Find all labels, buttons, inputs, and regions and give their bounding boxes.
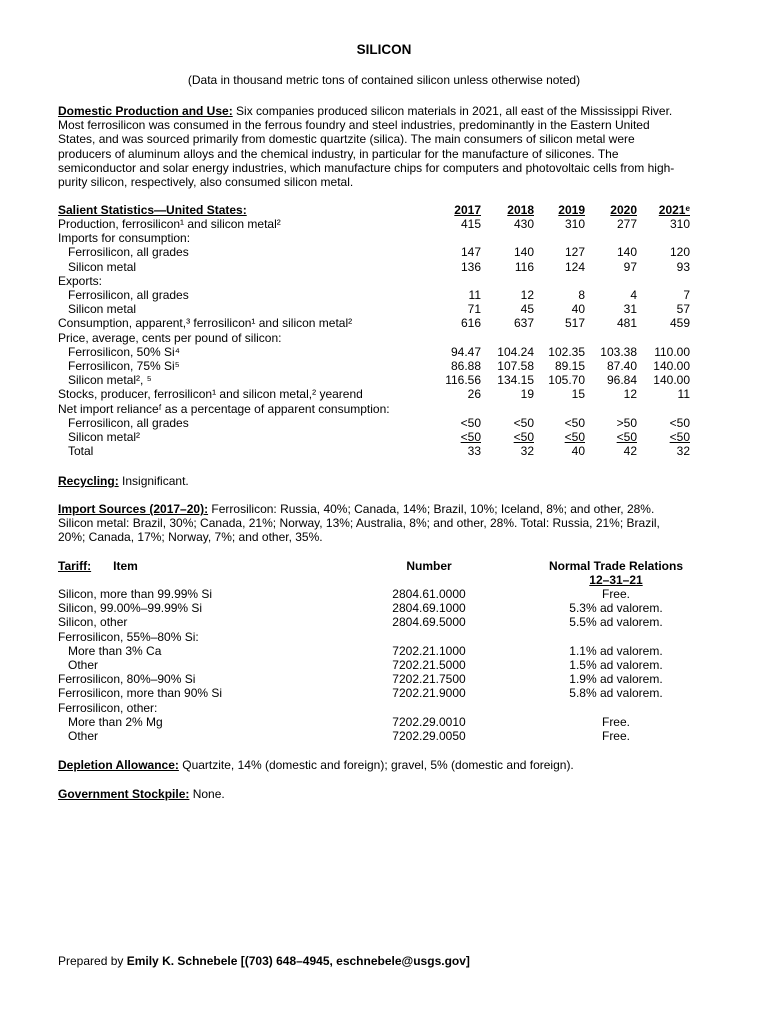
tariff-rate: 5.5% ad valorem. — [569, 615, 663, 630]
salient-row — [58, 359, 698, 373]
tariff-item: More than 2% Mg — [68, 714, 163, 729]
tariff-number: 7202.21.1000 — [392, 643, 466, 658]
salient-cell: 93 — [676, 259, 690, 274]
salient-cell: 8 — [578, 288, 585, 302]
tariff-item: More than 3% Ca — [68, 643, 162, 658]
salient-cell: 86.88 — [450, 359, 481, 373]
salient-row-label: Production, ferrosilicon¹ and silicon metal² — [58, 217, 281, 231]
salient-row — [58, 217, 698, 231]
tariff-item: Ferrosilicon, more than 90% Si — [58, 686, 223, 701]
tariff-row — [58, 615, 698, 629]
year-header: 2019 — [558, 203, 585, 217]
salient-cell: 136 — [460, 259, 481, 274]
import-sources-line: Silicon metal: Brazil, 30%; Canada, 21%; Norway, 13%; Australia, 8%; and other, 28%. Total: Russia, 21%; Brazil, — [58, 516, 660, 531]
year-header: 2017 — [454, 203, 481, 217]
salient-cell: 517 — [564, 316, 585, 331]
tariff-number: 7202.21.9000 — [392, 686, 466, 701]
tariff-item: Silicon, more than 99.99% Si — [58, 587, 213, 601]
footer-author: Emily K. Schnebele [(703) 648–4945, eschnebele@usgs.gov] — [126, 954, 470, 968]
salient-row-label: Stocks, producer, ferrosilicon¹ and silicon metal,² yearend — [58, 387, 363, 402]
salient-cell: 127 — [564, 245, 585, 260]
tariff-row — [58, 701, 698, 715]
domestic-line: producers of aluminum alloys and the chemical industry, in particular for the manufacture of silicones. The — [58, 146, 619, 161]
salient-row-label: Net import relianceᶠ as a percentage of apparent consumption: — [58, 401, 390, 416]
salient-row-label: Silicon metal², ⁵ — [68, 373, 152, 388]
salient-row — [58, 373, 698, 387]
import-sources-section — [58, 502, 708, 545]
tariff-row — [58, 672, 698, 686]
salient-header-row — [58, 203, 698, 217]
year-header: 2020 — [610, 203, 637, 217]
salient-row — [58, 416, 698, 430]
domestic-heading: Domestic Production and Use: — [58, 104, 233, 118]
salient-row-label: Total — [68, 444, 94, 459]
tariff-rate: 1.9% ad valorem. — [569, 672, 663, 687]
import-sources-heading: Import Sources (2017–20): — [58, 502, 209, 516]
tariff-number: 7202.29.0010 — [392, 714, 466, 729]
salient-row — [58, 274, 698, 288]
salient-cell: 616 — [460, 316, 481, 331]
tariff-rate: 1.1% ad valorem. — [569, 643, 663, 658]
tariff-rate: Free. — [601, 714, 630, 729]
salient-cell: 134.15 — [497, 373, 534, 388]
tariff-col-ntr-date: 12–31–21 — [589, 573, 643, 587]
salient-cell: <50 — [460, 430, 481, 444]
salient-cell: 105.70 — [548, 373, 585, 388]
salient-cell: 94.47 — [450, 344, 481, 359]
recycling-heading: Recycling: — [58, 474, 119, 488]
domestic-line: Six companies produced silicon materials in 2021, all east of the Mississippi River. — [236, 104, 673, 118]
salient-cell: 19 — [520, 387, 534, 402]
domestic-line: States, and was sourced primarily from domestic quartzite (silica). The main consumers of silicon metal were — [58, 132, 635, 147]
tariff-item: Silicon, 99.00%–99.99% Si — [58, 601, 203, 616]
salient-cell: 103.38 — [600, 344, 637, 359]
salient-cell: 415 — [460, 217, 481, 231]
salient-cell: 97 — [623, 259, 637, 274]
salient-row — [58, 316, 698, 330]
tariff-heading: Tariff: — [58, 559, 92, 573]
tariff-number: 7202.29.0050 — [392, 729, 466, 743]
salient-cell: <50 — [513, 430, 534, 444]
tariff-number: 7202.21.7500 — [392, 672, 466, 687]
salient-cell: 104.24 — [497, 344, 534, 359]
stockpile-section — [58, 787, 708, 801]
depletion-section — [58, 758, 708, 772]
salient-cell: 11 — [677, 387, 690, 402]
tariff-item: Ferrosilicon, other: — [58, 700, 158, 715]
salient-cell: 140.00 — [653, 359, 690, 373]
salient-cell: >50 — [616, 415, 637, 430]
salient-cell: 31 — [623, 302, 637, 317]
salient-row-label: Silicon metal² — [68, 430, 141, 444]
salient-cell: 430 — [513, 217, 534, 231]
tariff-col-number: Number — [406, 559, 452, 573]
salient-cell: 140.00 — [653, 373, 690, 388]
salient-cell: 310 — [669, 217, 690, 231]
depletion-text: Quartzite, 14% (domestic and foreign); gravel, 5% (domestic and foreign). — [182, 758, 574, 772]
salient-cell: 32 — [676, 444, 690, 459]
salient-cell: <50 — [564, 430, 585, 444]
prepared-by-footer — [58, 954, 708, 968]
salient-row-label: Ferrosilicon, all grades — [68, 245, 189, 260]
salient-cell: <50 — [460, 415, 481, 430]
tariff-number: 7202.21.5000 — [392, 658, 466, 672]
tariff-number: 2804.69.5000 — [392, 615, 466, 630]
salient-cell: 40 — [571, 302, 585, 317]
domestic-line: Most ferrosilicon was consumed in the ferrous foundry and steel industries, predominantly in the Eastern United — [58, 118, 650, 133]
page-title: SILICON — [356, 42, 412, 57]
salient-cell: 124 — [564, 259, 585, 274]
tariff-rate: Free. — [601, 729, 630, 743]
salient-cell: 310 — [564, 217, 585, 231]
salient-cell: 15 — [571, 387, 585, 402]
salient-cell: 140 — [513, 245, 534, 260]
salient-cell: <50 — [513, 415, 534, 430]
salient-row — [58, 260, 698, 274]
salient-cell: 116 — [514, 259, 534, 274]
salient-cell: 481 — [616, 316, 637, 331]
tariff-rate: 1.5% ad valorem. — [569, 658, 663, 672]
tariff-item: Ferrosilicon, 80%–90% Si — [58, 672, 196, 687]
tariff-row — [58, 601, 698, 615]
salient-cell: 12 — [520, 288, 534, 302]
tariff-header-row — [58, 559, 698, 573]
salient-cell: 89.15 — [554, 359, 585, 373]
salient-row — [58, 302, 698, 316]
salient-cell: 32 — [520, 444, 534, 459]
salient-row — [58, 444, 698, 458]
tariff-item: Silicon, other — [58, 615, 128, 630]
salient-cell: 277 — [616, 217, 637, 231]
salient-cell: 40 — [571, 444, 585, 459]
salient-heading: Salient Statistics—United States: — [58, 203, 247, 217]
salient-row-label: Ferrosilicon, 50% Si⁴ — [68, 344, 180, 359]
tariff-row — [58, 715, 698, 729]
salient-row-label: Ferrosilicon, all grades — [68, 415, 189, 430]
tariff-rate: 5.3% ad valorem. — [569, 601, 663, 616]
salient-row — [58, 245, 698, 259]
tariff-row — [58, 630, 698, 644]
import-sources-line: Ferrosilicon: Russia, 40%; Canada, 14%; Brazil, 10%; Iceland, 8%; and other, 28%. — [211, 502, 655, 516]
footer-prefix: Prepared by — [58, 954, 124, 968]
salient-row — [58, 331, 698, 345]
import-sources-line: 20%; Canada, 17%; Norway, 7%; and other, 35%. — [58, 530, 323, 545]
salient-row-label: Imports for consumption: — [58, 231, 191, 246]
tariff-row — [58, 644, 698, 658]
tariff-row — [58, 686, 698, 700]
salient-cell: 87.40 — [606, 359, 637, 373]
tariff-number: 2804.61.0000 — [392, 587, 466, 601]
stockpile-text: None. — [192, 787, 225, 801]
salient-row-label: Silicon metal — [68, 302, 137, 317]
tariff-row — [58, 587, 698, 601]
salient-cell: 140 — [616, 245, 637, 260]
salient-row — [58, 387, 698, 401]
salient-row — [58, 402, 698, 416]
tariff-item: Other — [68, 729, 99, 743]
salient-cell: 12 — [623, 387, 637, 402]
salient-cell: 71 — [467, 302, 481, 317]
domestic-line: semiconductor and solar energy industries, which manufacture chips for computers and photovoltaic cells from high- — [58, 160, 675, 175]
salient-cell: 120 — [669, 245, 690, 260]
salient-cell: 33 — [467, 444, 481, 459]
stockpile-heading: Government Stockpile: — [58, 787, 190, 801]
tariff-number: 2804.69.1000 — [392, 601, 466, 616]
recycling-section — [58, 474, 708, 488]
salient-cell: 26 — [467, 387, 481, 402]
salient-cell: 42 — [623, 444, 637, 459]
salient-row-label: Price, average, cents per pound of silicon: — [58, 330, 282, 345]
salient-row-label: Ferrosilicon, 75% Si⁵ — [68, 359, 180, 373]
salient-cell: 147 — [460, 245, 481, 260]
tariff-rate: Free. — [601, 587, 630, 601]
domestic-production-section — [58, 104, 708, 189]
salient-row-label: Exports: — [58, 273, 103, 288]
salient-row-label: Silicon metal — [68, 259, 137, 274]
page-subtitle: (Data in thousand metric tons of contained silicon unless otherwise noted) — [187, 73, 581, 87]
salient-cell: 459 — [669, 316, 690, 331]
tariff-row — [58, 658, 698, 672]
tariff-col-ntr: Normal Trade Relations — [548, 559, 684, 573]
salient-row-label: Consumption, apparent,³ ferrosilicon¹ and silicon metal² — [58, 316, 353, 331]
salient-cell: 102.35 — [548, 344, 585, 359]
salient-row — [58, 430, 698, 444]
tariff-rate: 5.8% ad valorem. — [569, 686, 663, 701]
salient-cell: <50 — [669, 415, 690, 430]
salient-cell: 57 — [676, 302, 690, 317]
salient-cell: 11 — [468, 288, 481, 302]
recycling-text: Insignificant. — [122, 474, 189, 488]
depletion-heading: Depletion Allowance: — [58, 758, 179, 772]
salient-cell: 637 — [513, 316, 534, 331]
salient-cell: <50 — [564, 415, 585, 430]
tariff-header-row-2 — [58, 573, 698, 587]
tariff-row — [58, 729, 698, 743]
tariff-item: Ferrosilicon, 55%–80% Si: — [58, 629, 199, 644]
year-header: 2018 — [507, 203, 534, 217]
salient-cell: 116.56 — [445, 373, 481, 388]
salient-cell: 96.84 — [606, 373, 637, 388]
salient-row — [58, 231, 698, 245]
salient-cell: 107.58 — [497, 359, 534, 373]
salient-row — [58, 345, 698, 359]
salient-cell: 4 — [630, 288, 637, 302]
salient-cell: 7 — [683, 288, 690, 302]
tariff-item: Other — [68, 658, 99, 672]
tariff-col-item: Item — [113, 559, 138, 573]
salient-cell: 45 — [520, 302, 534, 317]
salient-cell: <50 — [669, 430, 690, 444]
salient-row — [58, 288, 698, 302]
salient-cell: 110.00 — [654, 344, 690, 359]
domestic-line: purity silicon, respectively, also consumed silicon metal. — [58, 175, 354, 190]
salient-row-label: Ferrosilicon, all grades — [68, 288, 189, 302]
salient-cell: <50 — [616, 430, 637, 444]
year-header: 2021ᵉ — [658, 203, 690, 217]
